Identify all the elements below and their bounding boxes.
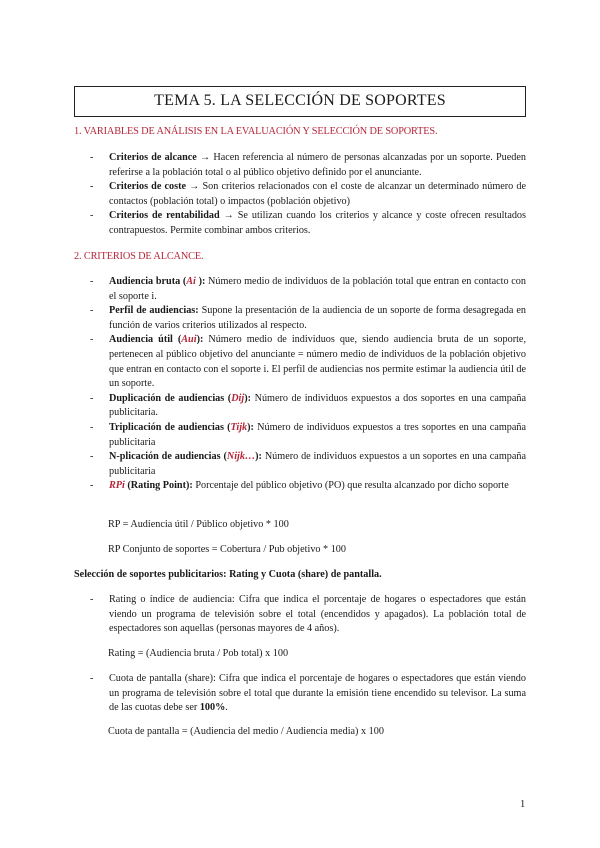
document-title [74,86,526,117]
section-2-list [90,275,526,494]
formula-rp: RP = Audiencia útil / Público objetivo * 100 [108,519,289,530]
section-3-list-2 [90,672,526,716]
section-1-list [90,151,526,239]
list-item: - Perfil de audiencias: Supone la presentación de la audiencia de un soporte de forma desagregada en función de varios criterios utilizados al respecto. [90,305,526,331]
section-3-list-1 [90,593,526,637]
list-item: - Rating o índice de audiencia: Cifra que indica el porcentaje de hogares o espectadores que están viendo un programa de televisión sobre el total (encendidos y apagados). La población total de espectadores son aquellas (personas mayores de 4 años). [90,594,526,635]
formula-cuota: Cuota de pantalla = (Audiencia del medio / Audiencia media) x 100 [108,726,384,737]
section-3-heading: Selección de soportes publicitarios: Rating y Cuota (share) de pantalla. [74,569,382,580]
list-item: - Criterios de coste → Son criterios relacionados con el coste de alcanzar un determinado número de contactos (población total) o impactos (población objetivo) [90,181,527,207]
list-item: - Audiencia útil (Aui): Número medio de individuos que, siendo audiencia bruta de un soporte, pertenecen al público objetivo del anunciante = número medio de individuos de la población objetivo que entran en contacto con el soporte i. El perfil de audiencias nos permite estimar la audiencia útil de un soporte. [90,334,526,390]
list-item: - Criterios de alcance → Hacen referencia al número de personas alcanzadas por un soporte. Pueden referirse a la población total o al público objetivo definido por el anunciante. [90,152,526,178]
section-1-heading: 1. VARIABLES DE ANÁLISIS EN LA EVALUACIÓN Y SELECCIÓN DE SOPORTES. [74,126,438,137]
list-item: - Triplicación de audiencias (Tijk): Número de individuos expuestos a tres soportes en una campaña publicitaria [90,421,526,448]
formula-rating: Rating = (Audiencia bruta / Pob total) x 100 [108,648,289,659]
formula-rp-conjunto: RP Conjunto de soportes = Cobertura / Pub objetivo * 100 [108,544,346,555]
list-item: - Audiencia bruta (Ai ): Número medio de individuos de la población total que entran en contacto con el soporte i. [90,276,526,302]
list-item: - N-plicación de audiencias (Nijk…): Número de individuos expuestos a un soportes en una campaña publicitaria [90,451,526,477]
list-item: - RPi (Rating Point): Porcentaje del público objetivo (PO) que resulta alcanzado por dicho soporte [90,480,509,492]
list-item: - Criterios de rentabilidad → Se utilizan cuando los criterios y alcance y coste ofrecen resultados contrapuestos. Permite combinar ambos criterios. [90,210,526,236]
list-item: - Cuota de pantalla (share): Cifra que indica el porcentaje de hogares o espectadores que están viendo un programa de televisión sobre el total que durante la emisión tiene encendido su televisor. La suma de las cuotas debe ser 100%. [90,673,526,714]
section-2-heading: 2. CRITERIOS DE ALCANCE. [74,251,204,262]
page-number: 1 [520,799,526,810]
title-text: TEMA 5. LA SELECCIÓN DE SOPORTES [154,92,446,110]
list-item: - Duplicación de audiencias (Dij): Número de individuos expuestos a dos soportes en una campaña publicitaria. [90,392,526,419]
